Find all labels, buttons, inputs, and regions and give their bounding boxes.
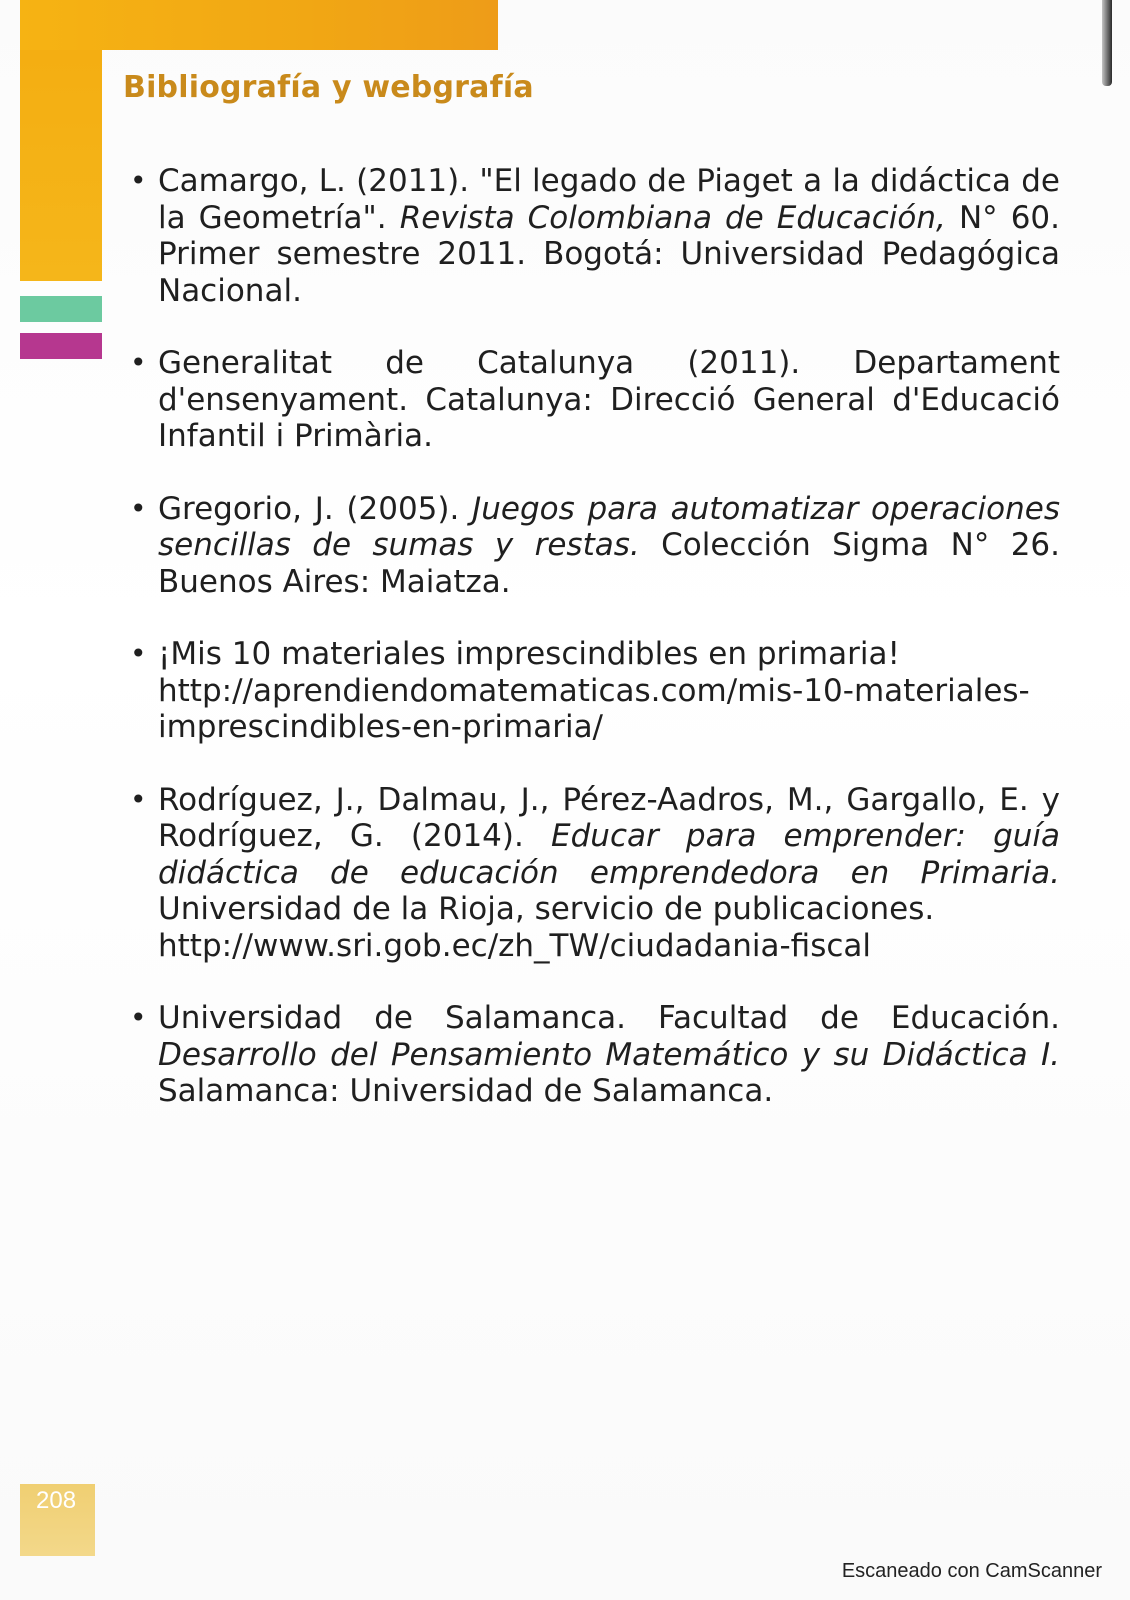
entry-italic-title: Revista Colombiana de Educación, [399,199,946,236]
green-accent-stripe [20,296,102,322]
bibliography-entry-gregorio [130,491,1060,601]
entry-text: Universidad de Salamanca. Facultad de Educación. [158,1000,1060,1036]
bibliography-entry-salamanca [130,1000,1060,1110]
page-edge-shadow [1102,0,1112,86]
bullet-icon: • [130,491,147,525]
bullet-icon: • [130,1001,147,1034]
entry-text-tail: Salamanca: Universidad de Salamanca. [158,1073,774,1109]
entry-text: ¡Mis 10 materiales imprescindibles en primaria! [158,636,900,672]
entry-text: Camargo, L. (2011). "El legado de Piaget a la didáctica de la Geometría". [158,163,1060,236]
entry-italic-title: Desarrollo del Pensamiento Matemático y su Didáctica I. [158,1036,1060,1073]
page-number: 208 [36,1487,77,1514]
bullet-icon: • [130,637,147,670]
bullet-icon: • [130,164,147,197]
entry-text: Generalitat de Catalunya (2011). Departament d'ensenyament. Catalunya: Direcció General d'Educació Infantil i Primària. [158,345,1060,454]
page-title: Bibliografía y webgrafía [123,70,534,105]
orange-header-band [20,0,498,50]
bullet-icon: • [130,346,147,379]
orange-side-band [20,50,102,281]
entry-url-link[interactable]: http://www.sri.gob.ec/zh_TW/ciudadania-fiscal [158,927,872,964]
entry-italic-title: Educar para emprender: guía didáctica de educación emprendedora en Primaria. [158,818,1061,891]
entry-url-link[interactable]: http://aprendiendomatematicas.com/mis-10-materiales-imprescindibles-en-primaria/ [158,672,1030,745]
scanner-watermark: Escaneado con CamScanner [841,1560,1102,1582]
entry-text: Rodríguez, J., Dalmau, J., Pérez-Aadros, M., Gargallo, E. y Rodríguez, G. (2014). [158,781,1060,854]
magenta-accent-stripe [20,333,102,359]
entry-text: Gregorio, J. (2005). [158,490,473,527]
entry-text-tail: Universidad de la Rioja, servicio de publicaciones. [158,891,935,927]
bibliography-list [130,163,1060,1146]
entry-text-tail: N° 60. Primer semestre 2011. Bogotá: Universidad Pedagógica Nacional. [158,199,1060,309]
bibliography-entry-camargo [130,163,1060,309]
entry-italic-title: Juegos para automatizar operaciones sencillas de sumas y restas. [158,490,1060,563]
bullet-icon: • [130,782,147,816]
entry-text-tail: Colección Sigma N° 26. Buenos Aires: Maiatza. [158,527,1060,600]
bibliography-entry-generalitat [130,345,1060,455]
bibliography-entry-mis-10-materiales [130,636,1060,746]
bibliography-entry-rodriguez [130,782,1060,965]
